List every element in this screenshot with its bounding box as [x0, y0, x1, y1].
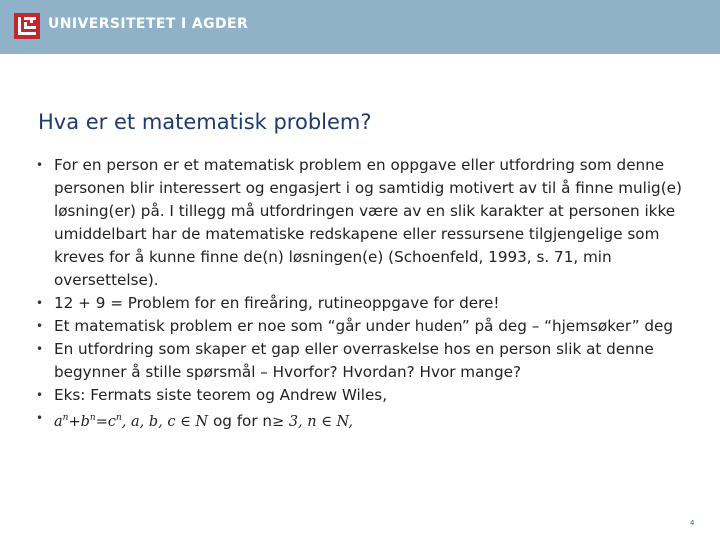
header-bar [0, 0, 720, 54]
page-number: 4 [690, 519, 695, 527]
bullet-dot-icon: • [36, 342, 44, 356]
bullet-text: En utfordring som skaper et gap eller overraskelse hos en person slik at denne begynner å stille spørsmål – Hvorfor? Hvordan? Hvor mange? [54, 340, 654, 381]
bullet-text: Et matematisk problem er noe som “går under huden” på deg – “hjemsøker” deg [54, 317, 674, 335]
bullet-item [34, 384, 694, 407]
fermat-formula: $a^n+b^n=c^n$, a, b, c ∈ N [54, 413, 209, 430]
bullet-list [34, 154, 694, 434]
bullet-item [34, 154, 694, 292]
formula-item [34, 407, 694, 434]
bullet-text: Eks: Fermats siste teorem og Andrew Wiles, [54, 386, 388, 404]
bullet-text: 12 + 9 = Problem for en fireåring, rutineoppgave for dere! [54, 294, 500, 312]
formula-og-for: og for n [208, 412, 273, 430]
slide-title: Hva er et matematisk problem? [38, 110, 372, 134]
bullet-text: For en person er et matematisk problem en oppgave eller utfordring som denne personen blir interessert og engasjert i og samtidig motivert av til å finne mulig(e) løsning(er) på. I tillegg må utfordringen være av en slik karakter at personen ikke umiddelbart har de matematiske redskapene eller ressursene tilgjengelige som kreves for å kunne finne de(n) løsningen(e) (Schoenfeld, 1993, s. 71, min oversettelse). [54, 156, 682, 289]
bullet-dot-icon: • [36, 296, 44, 310]
bullet-dot-icon: • [36, 411, 44, 425]
bullet-dot-icon: • [36, 158, 44, 172]
bullet-item [34, 315, 694, 338]
bullet-item [34, 292, 694, 315]
logo-text: UNIVERSITETET I AGDER [48, 16, 249, 32]
uia-logo-icon [14, 13, 40, 39]
bullet-dot-icon: • [36, 388, 44, 402]
bullet-dot-icon: • [36, 319, 44, 333]
bullet-item [34, 338, 694, 384]
formula-condition: ≥ 3, n ∈ N, [272, 414, 353, 430]
